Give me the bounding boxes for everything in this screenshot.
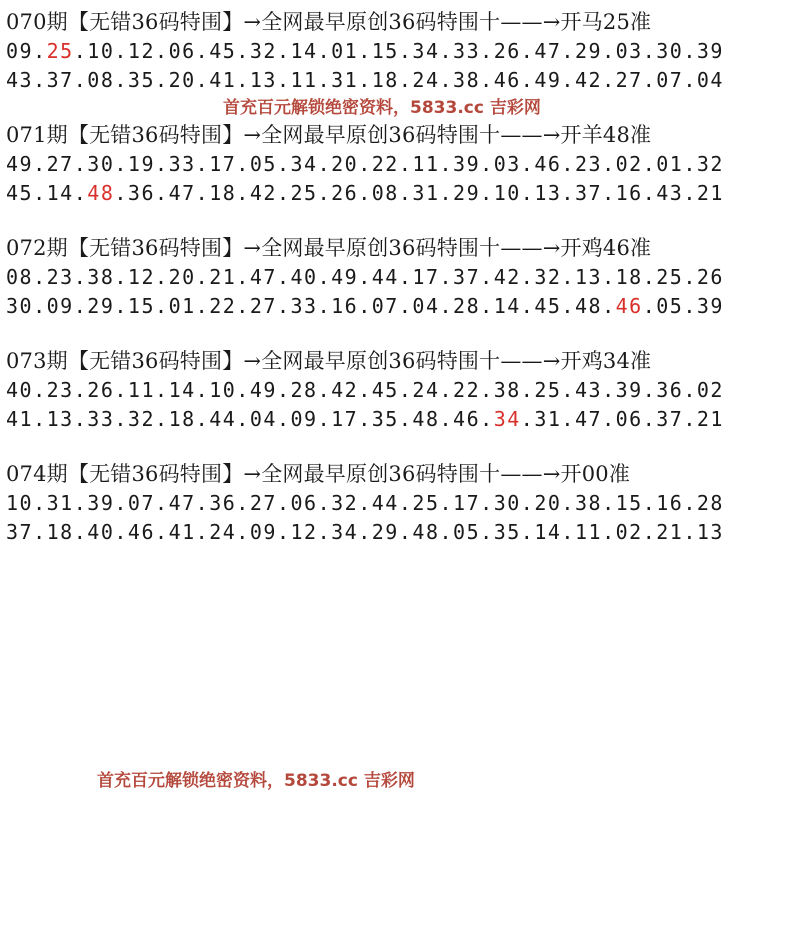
number-cell: 07 — [127, 491, 156, 515]
number-cell: 49 — [331, 265, 359, 289]
number-cell: 10 — [6, 491, 34, 515]
number-row: 09.25.10.12.06.45.32.14.01.15.34.33.26.47.29.03.30.39 — [6, 39, 724, 63]
number-cell: 29 — [574, 39, 603, 63]
number-cell: 06 — [290, 491, 318, 515]
number-cell: 46 — [127, 520, 156, 544]
number-cell: 25 — [534, 378, 562, 402]
number-cell: 21 — [696, 407, 724, 431]
number-cell: 44 — [371, 491, 399, 515]
number-cell: 47 — [168, 181, 196, 205]
number-cell: 08 — [87, 68, 115, 92]
number-cell: 24 — [412, 378, 440, 402]
number-cell: 46 — [493, 68, 521, 92]
number-cell: 34 — [290, 152, 318, 176]
issue-title: 073期【无错36码特围】→全网最早原创36码特围十——→开鸡34准 — [6, 349, 652, 373]
number-cell: 37 — [656, 407, 684, 431]
number-cell: 47 — [249, 265, 277, 289]
number-cell: 18 — [168, 407, 196, 431]
number-cell: 13 — [46, 407, 74, 431]
number-cell: 31 — [46, 491, 74, 515]
number-cell: 46 — [453, 407, 481, 431]
hit-number: 46 — [615, 294, 643, 318]
number-cell: 42 — [493, 265, 521, 289]
number-cell: 37 — [574, 181, 603, 205]
number-cell: 44 — [209, 407, 237, 431]
number-cell: 17 — [209, 152, 237, 176]
number-cell: 36 — [656, 378, 684, 402]
number-cell: 38 — [87, 265, 115, 289]
number-cell: 28 — [453, 294, 481, 318]
number-cell: 13 — [534, 181, 562, 205]
number-cell: 13 — [574, 265, 603, 289]
number-row: 10.31.39.07.47.36.27.06.32.44.25.17.30.20.38.15.16.28 — [6, 491, 724, 515]
number-cell: 31 — [331, 68, 359, 92]
number-cell: 01 — [656, 152, 684, 176]
number-cell: 44 — [371, 265, 399, 289]
number-cell: 29 — [87, 294, 115, 318]
number-row: 45.14.48.36.47.18.42.25.26.08.31.29.10.13.37.16.43.21 — [6, 181, 724, 205]
number-cell: 09 — [249, 520, 277, 544]
number-cell: 07 — [656, 68, 684, 92]
number-cell: 28 — [696, 491, 724, 515]
number-cell: 45 — [6, 181, 34, 205]
number-cell: 11 — [412, 152, 440, 176]
number-cell: 26 — [493, 39, 521, 63]
number-cell: 48 — [574, 294, 603, 318]
number-cell: 10 — [493, 181, 521, 205]
number-cell: 34 — [412, 39, 440, 63]
number-cell: 02 — [615, 520, 643, 544]
number-cell: 48 — [412, 407, 440, 431]
number-cell: 17 — [331, 407, 359, 431]
number-cell: 32 — [696, 152, 724, 176]
number-cell: 49 — [534, 68, 562, 92]
number-cell: 40 — [87, 520, 115, 544]
number-cell: 29 — [453, 181, 481, 205]
number-cell: 18 — [46, 520, 74, 544]
number-cell: 39 — [453, 152, 481, 176]
number-cell: 37 — [46, 68, 74, 92]
number-cell: 21 — [209, 265, 237, 289]
number-cell: 17 — [412, 265, 440, 289]
number-cell: 16 — [656, 491, 684, 515]
number-cell: 22 — [371, 152, 399, 176]
number-cell: 04 — [249, 407, 277, 431]
number-cell: 45 — [209, 39, 237, 63]
number-cell: 46 — [534, 152, 562, 176]
number-cell: 04 — [412, 294, 440, 318]
issue-section — [6, 234, 796, 321]
number-cell: 26 — [696, 265, 724, 289]
number-cell: 07 — [371, 294, 399, 318]
number-cell: 32 — [127, 407, 156, 431]
issue-title: 074期【无错36码特围】→全网最早原创36码特围十——→开00准 — [6, 462, 631, 486]
number-cell: 01 — [168, 294, 196, 318]
number-cell: 05 — [656, 294, 684, 318]
number-cell: 37 — [453, 265, 481, 289]
number-cell: 12 — [127, 265, 156, 289]
number-cell: 41 — [209, 68, 237, 92]
number-cell: 22 — [453, 378, 481, 402]
number-cell: 12 — [290, 520, 318, 544]
number-cell: 18 — [209, 181, 237, 205]
number-cell: 22 — [209, 294, 237, 318]
number-cell: 42 — [574, 68, 603, 92]
number-cell: 04 — [696, 68, 724, 92]
number-cell: 23 — [46, 378, 74, 402]
number-cell: 30 — [656, 39, 684, 63]
number-cell: 05 — [453, 520, 481, 544]
number-cell: 36 — [127, 181, 156, 205]
number-cell: 41 — [168, 520, 196, 544]
number-cell: 37 — [6, 520, 34, 544]
number-cell: 49 — [6, 152, 34, 176]
number-cell: 20 — [168, 265, 196, 289]
number-cell: 10 — [209, 378, 237, 402]
hit-number: 48 — [87, 181, 115, 205]
number-cell: 35 — [127, 68, 156, 92]
number-cell: 43 — [6, 68, 34, 92]
number-cell: 14 — [534, 520, 562, 544]
number-cell: 02 — [696, 378, 724, 402]
number-cell: 33 — [168, 152, 196, 176]
number-cell: 31 — [534, 407, 562, 431]
number-row: 43.37.08.35.20.41.13.11.31.18.24.38.46.49.42.27.07.04 — [6, 68, 724, 92]
number-cell: 39 — [696, 294, 724, 318]
number-cell: 14 — [493, 294, 521, 318]
number-cell: 11 — [574, 520, 603, 544]
number-cell: 15 — [127, 294, 156, 318]
hit-number: 25 — [46, 39, 74, 63]
number-cell: 23 — [46, 265, 74, 289]
number-cell: 40 — [6, 378, 34, 402]
number-cell: 40 — [290, 265, 318, 289]
number-cell: 20 — [168, 68, 196, 92]
number-cell: 38 — [493, 378, 521, 402]
number-cell: 35 — [493, 520, 521, 544]
number-cell: 02 — [615, 152, 643, 176]
number-cell: 29 — [371, 520, 399, 544]
issue-title: 072期【无错36码特围】→全网最早原创36码特围十——→开鸡46准 — [6, 236, 652, 260]
number-cell: 26 — [331, 181, 359, 205]
number-cell: 32 — [331, 491, 359, 515]
number-cell: 19 — [127, 152, 156, 176]
number-row: 40.23.26.11.14.10.49.28.42.45.24.22.38.25.43.39.36.02 — [6, 378, 724, 402]
number-row: 37.18.40.46.41.24.09.12.34.29.48.05.35.14.11.02.21.13 — [6, 520, 724, 544]
issue-section — [6, 121, 796, 208]
number-cell: 23 — [574, 152, 603, 176]
number-cell: 14 — [168, 378, 196, 402]
number-cell: 32 — [249, 39, 277, 63]
number-cell: 25 — [290, 181, 318, 205]
number-cell: 33 — [87, 407, 115, 431]
number-cell: 26 — [87, 378, 115, 402]
number-cell: 06 — [168, 39, 196, 63]
number-cell: 47 — [168, 491, 196, 515]
number-cell: 01 — [331, 39, 359, 63]
number-cell: 39 — [615, 378, 643, 402]
number-cell: 43 — [574, 378, 603, 402]
number-cell: 47 — [574, 407, 603, 431]
number-cell: 34 — [331, 520, 359, 544]
number-cell: 10 — [87, 39, 115, 63]
number-cell: 25 — [656, 265, 684, 289]
number-cell: 20 — [534, 491, 562, 515]
issue-section — [6, 460, 796, 547]
number-cell: 30 — [493, 491, 521, 515]
number-row: 08.23.38.12.20.21.47.40.49.44.17.37.42.32.13.18.25.26 — [6, 265, 724, 289]
number-cell: 14 — [46, 181, 74, 205]
issue-title: 071期【无错36码特围】→全网最早原创36码特围十——→开羊48准 — [6, 123, 652, 147]
number-row: 49.27.30.19.33.17.05.34.20.22.11.39.03.46.23.02.01.32 — [6, 152, 724, 176]
number-cell: 27 — [249, 294, 277, 318]
number-cell: 42 — [249, 181, 277, 205]
number-cell: 31 — [412, 181, 440, 205]
number-cell: 06 — [615, 407, 643, 431]
issue-section — [6, 8, 796, 95]
number-cell: 12 — [127, 39, 156, 63]
number-cell: 36 — [209, 491, 237, 515]
issue-section — [6, 347, 796, 434]
number-cell: 33 — [290, 294, 318, 318]
number-cell: 21 — [656, 520, 684, 544]
number-cell: 13 — [249, 68, 277, 92]
number-cell: 03 — [493, 152, 521, 176]
number-cell: 45 — [371, 378, 399, 402]
number-cell: 28 — [290, 378, 318, 402]
number-cell: 49 — [249, 378, 277, 402]
number-cell: 09 — [290, 407, 318, 431]
number-cell: 47 — [534, 39, 562, 63]
number-cell: 08 — [371, 181, 399, 205]
number-cell: 16 — [331, 294, 359, 318]
number-cell: 09 — [6, 39, 34, 63]
number-cell: 43 — [656, 181, 684, 205]
number-cell: 27 — [249, 491, 277, 515]
number-cell: 39 — [87, 491, 115, 515]
number-cell: 27 — [615, 68, 643, 92]
number-cell: 11 — [127, 378, 156, 402]
number-cell: 39 — [696, 39, 724, 63]
number-cell: 20 — [331, 152, 359, 176]
number-cell: 45 — [534, 294, 562, 318]
number-cell: 24 — [412, 68, 440, 92]
number-cell: 24 — [209, 520, 237, 544]
number-row: 41.13.33.32.18.44.04.09.17.35.48.46.34.31.47.06.37.21 — [6, 407, 724, 431]
number-cell: 03 — [615, 39, 643, 63]
number-cell: 48 — [412, 520, 440, 544]
number-cell: 14 — [290, 39, 318, 63]
number-cell: 15 — [371, 39, 399, 63]
number-cell: 30 — [6, 294, 34, 318]
number-cell: 16 — [615, 181, 643, 205]
number-cell: 35 — [371, 407, 399, 431]
watermark-top: 首充百元解锁绝密资料，5833.cc 吉彩网 — [223, 98, 541, 118]
number-cell: 41 — [6, 407, 34, 431]
number-cell: 09 — [46, 294, 74, 318]
number-cell: 18 — [615, 265, 643, 289]
hit-number: 34 — [493, 407, 521, 431]
number-cell: 32 — [534, 265, 562, 289]
number-cell: 15 — [615, 491, 643, 515]
number-cell: 13 — [696, 520, 724, 544]
number-cell: 08 — [6, 265, 34, 289]
number-cell: 27 — [46, 152, 74, 176]
number-cell: 33 — [453, 39, 481, 63]
number-cell: 11 — [290, 68, 318, 92]
issue-title: 070期【无错36码特围】→全网最早原创36码特围十——→开马25准 — [6, 10, 652, 34]
number-cell: 18 — [371, 68, 399, 92]
number-cell: 38 — [453, 68, 481, 92]
number-cell: 05 — [249, 152, 277, 176]
watermark-bottom: 首充百元解锁绝密资料，5833.cc 吉彩网 — [97, 771, 415, 791]
number-cell: 17 — [453, 491, 481, 515]
number-cell: 38 — [574, 491, 603, 515]
number-cell: 21 — [696, 181, 724, 205]
number-cell: 30 — [87, 152, 115, 176]
number-row: 30.09.29.15.01.22.27.33.16.07.04.28.14.45.48.46.05.39 — [6, 294, 724, 318]
number-cell: 42 — [331, 378, 359, 402]
number-cell: 25 — [412, 491, 440, 515]
